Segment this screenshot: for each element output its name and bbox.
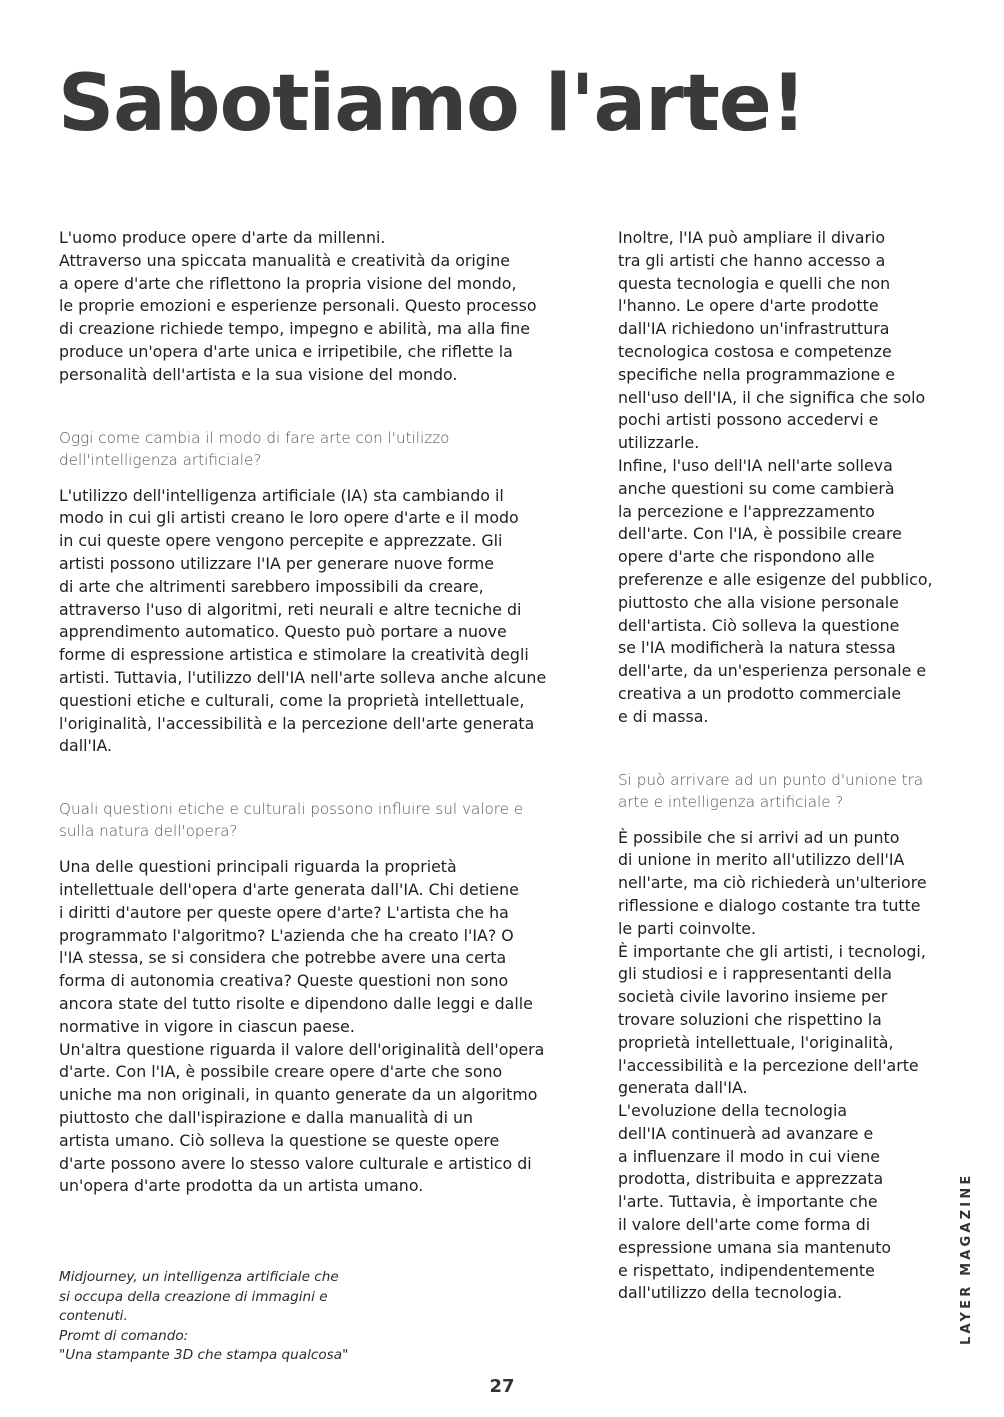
question-heading: Si può arrivare ad un punto d'unione tra arte e intelligenza artificiale ? [618, 770, 924, 811]
answer-paragraph: Una delle questioni principali riguarda la proprietà intellettuale dell'opera d'arte generata dall'IA. Chi detiene i diritti d'autore per queste opere d'arte? L'artista che ha programmato l'algoritmo? L'azienda che ha creato l'IA? O l'IA stessa, se si considera che potrebbe avere una certa forma di autonomia creativa? Queste questioni non sono ancora state del tutto risolte e dipendono dalle leggi e dalle normative in vigore in ciascun paese. Un'altra questione riguarda il valore dell'originalità dell'opera d'arte. Con l'IA, è possibile creare opere d'arte che sono uniche ma non originali, in quanto generate da un algoritmo piuttosto che dall'ispirazione e dalla manualità di un artista umano. Ciò solleva la questione se queste opere d'arte possono avere lo stesso valore culturale e artistico di un'opera d'arte prodotta da un artista umano. [59, 857, 545, 1196]
answer-paragraph: L'utilizzo dell'intelligenza artificiale (IA) sta cambiando il modo in cui gli artisti creano le loro opere d'arte e il modo in cui queste opere vengono percepite e apprezzate. Gli artisti possono utilizzare l'IA per generare nuove forme di arte che altrimenti sarebbero impossibili da creare, attraverso l'uso di algoritmi, reti neurali e altre tecniche di apprendimento automatico. Questo può portare a nuove forme di espressione artistica e stimolare la creatività degli artisti. Tuttavia, l'utilizzo dell'IA nell'arte solleva anche alcune questioni etiche e culturali, come la proprietà intellettuale, l'originalità, l'accessibilità e la percezione dell'arte generata dall'IA. [59, 485, 547, 756]
left-column [59, 227, 579, 1198]
body-paragraph: Inoltre, l'IA può ampliare il divario tra gli artisti che hanno accesso a questa tecnologia e quelli che non l'hanno. Le opere d'arte prodotte dall'IA richiedono un'infrastruttura tecnologica costosa e competenze specifiche nella programmazione e nell'uso dell'IA, il che significa che solo pochi artisti possono accedervi e utilizzarle. Infine, l'uso dell'IA nell'arte solleva anche questioni su come cambierà la percezione e l'apprezzamento dell'arte. Con l'IA, è possibile creare opere d'arte che rispondono alle preferenze e alle esigenze del pubblico, piuttosto che alla visione personale dell'artista. Ciò solleva la questione se l'IA modificherà la natura stessa dell'arte, da un'esperienza personale e creativa a un prodotto commerciale e di massa. [618, 228, 933, 726]
page-title: Sabotiamo l'arte! [58, 59, 806, 149]
image-caption: Midjourney, un intelligenza artificiale che si occupa della creazione di immagini e contenuti. Promt di comando: "Una stampante 3D che stampa qualcosa" [59, 1269, 349, 1363]
right-column [618, 227, 953, 1305]
answer-paragraph: È possibile che si arrivi ad un punto di unione in merito all'utilizzo dell'IA nell'arte, ma ciò richiederà un'ulteriore riflessione e dialogo costante tra tutte le parti coinvolte. È importante che gli artisti, i tecnologi, gli studiosi e i rappresentanti della società civile lavorino insieme per trovare soluzioni che rispettino la proprietà intellettuale, l'originalità, l'accessibilità e la percezione dell'arte generata dall'IA. L'evoluzione della tecnologia dell'IA continuerà ad avanzare e a influenzare il modo in cui viene prodotta, distribuita e apprezzata l'arte. Tuttavia, è importante che il valore dell'arte come forma di espressione umana sia mantenuto e rispettato, indipendentemente dall'utilizzo della tecnologia. [618, 827, 927, 1303]
question-heading: Quali questioni etiche e culturali possono influire sul valore e sulla natura dell'opera? [59, 800, 524, 841]
magazine-name: LAYER MAGAZINE [959, 1172, 974, 1345]
page-number: 27 [489, 1376, 515, 1397]
intro-paragraph: L'uomo produce opere d'arte da millenni. Attraverso una spiccata manualità e creatività da origine a opere d'arte che riflettono la propria visione del mondo, le proprie emozioni e esperienze personali. Questo processo di creazione richiede tempo, impegno e abilità, ma alla fine produce un'opera d'arte unica e irripetibile, che riflette la personalità dell'artista e la sua visione del mondo. [59, 228, 537, 384]
question-heading: Oggi come cambia il modo di fare arte con l'utilizzo dell'intelligenza artificiale? [59, 428, 450, 469]
